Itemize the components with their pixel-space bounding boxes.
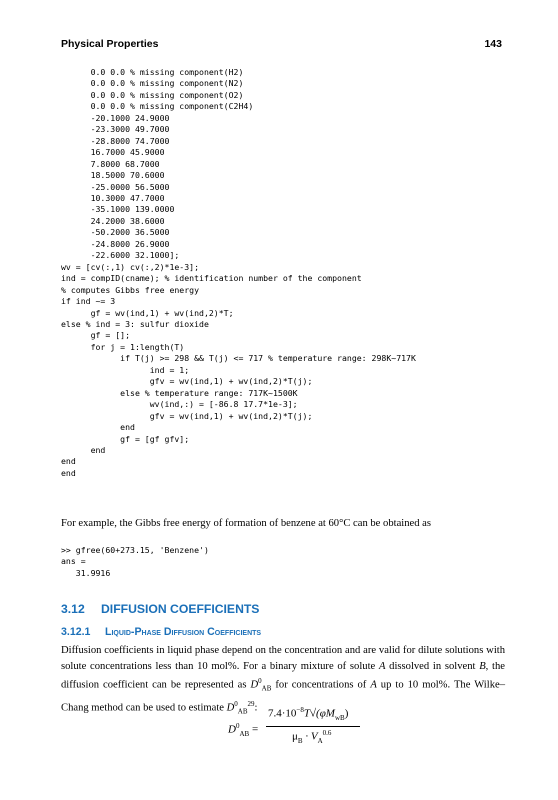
citation-ref: 29 xyxy=(247,700,255,709)
code-listing xyxy=(61,67,416,479)
page-number: 143 xyxy=(484,38,502,50)
page-header xyxy=(61,38,502,54)
code-line: 18.5000 70.6000 xyxy=(61,170,165,181)
code-line: -23.3000 49.7000 xyxy=(61,124,170,135)
code-line: 10.3000 47.7000 xyxy=(61,192,165,203)
code-line: ans = xyxy=(61,556,86,567)
equation-numerator: $7.4\cdot 10^{-8}T√(\varphi M_{wB})$ xyxy=(268,706,349,722)
code-line: gf = [gf gfv]; xyxy=(61,433,190,444)
code-line: 7.8000 68.7000 xyxy=(61,158,160,169)
code-line: end xyxy=(61,467,76,478)
code-line: -22.6000 32.1000]; xyxy=(61,250,180,261)
code-line: else % ind = 3: sulfur dioxide xyxy=(61,318,209,329)
code-line: -50.2000 36.5000 xyxy=(61,227,170,238)
section-heading xyxy=(61,602,259,616)
equation-lhs: $D^0_{AB}$ = xyxy=(228,722,259,738)
code-line: wv(ind,:) = [-86.8 17.7*1e-3]; xyxy=(61,399,298,410)
code-line: 31.9916 xyxy=(61,567,111,578)
code-line: ind = compID(cname); % identification number of the component xyxy=(61,273,362,284)
code-line: 0.0 0.0 % missing component(C2H4) xyxy=(61,101,254,112)
code-line: 16.7000 45.9000 xyxy=(61,147,165,158)
code-line: end xyxy=(61,444,106,455)
code-line: wv = [cv(:,1) cv(:,2)*1e-3]; xyxy=(61,261,200,272)
body-paragraph: For example, the Gibbs free energy of formation of benzene at 60°C can be obtained as xyxy=(61,518,431,529)
body-paragraph-diffusion: Diffusion coefficients in liquid phase depend on the concentration and are valid for dilute solutions with solute concentrations less than 10 mol%. For a binary mixture of solute A dissolved in solvent B, the diffusion coefficient can be represented as $D^0_{AB}$ for concentrations of A up to 10 mol%. The Wilke–Chang method can be used to estimate $D^0_{AB}^{29}$: xyxy=(61,645,505,716)
subsection-title: Liquid-Phase Diffusion Coefficients xyxy=(105,626,262,638)
code-line: for j = 1:length(T) xyxy=(61,341,185,352)
code-line: -20.1000 24.9000 xyxy=(61,112,170,123)
code-line: ind = 1; xyxy=(61,364,190,375)
code-line: 0.0 0.0 % missing component(N2) xyxy=(61,78,244,89)
section-number: 3.12 xyxy=(61,602,85,616)
code-line: gfv = wv(ind,1) + wv(ind,2)*T(j); xyxy=(61,376,313,387)
subsection-number: 3.12.1 xyxy=(61,626,91,638)
code-line: if T(j) >= 298 && T(j) <= 717 % temperature range: 298K~717K xyxy=(61,353,416,364)
equation-denominator: $\mu_B \cdot V_A^{0.6}$ xyxy=(292,729,332,745)
section-title: DIFFUSION COEFFICIENTS xyxy=(101,602,260,616)
code-line: if ind ~= 3 xyxy=(61,296,116,307)
code-line: -25.0000 56.5000 xyxy=(61,181,170,192)
code-line: end xyxy=(61,456,76,467)
code-line: 24.2000 38.6000 xyxy=(61,215,165,226)
code-line: end xyxy=(61,422,135,433)
running-title: Physical Properties xyxy=(61,38,159,50)
code-line: 0.0 0.0 % missing component(H2) xyxy=(61,67,244,77)
code-line: 0.0 0.0 % missing component(O2) xyxy=(61,89,244,100)
code-line: >> gfree(60+273.15, 'Benzene') xyxy=(61,545,209,555)
fraction-bar xyxy=(266,726,360,727)
code-line: gf = []; xyxy=(61,330,131,341)
code-line: -28.8000 74.7000 xyxy=(61,135,170,146)
code-example xyxy=(61,545,209,579)
subsection-heading xyxy=(61,626,261,638)
code-line: gf = wv(ind,1) + wv(ind,2)*T; xyxy=(61,307,234,318)
code-line: % computes Gibbs free energy xyxy=(61,284,200,295)
code-line: else % temperature range: 717K~1500K xyxy=(61,387,298,398)
code-line: -24.8000 26.9000 xyxy=(61,238,170,249)
code-line: gfv = wv(ind,1) + wv(ind,2)*T(j); xyxy=(61,410,313,421)
code-line: -35.1000 139.0000 xyxy=(61,204,175,215)
